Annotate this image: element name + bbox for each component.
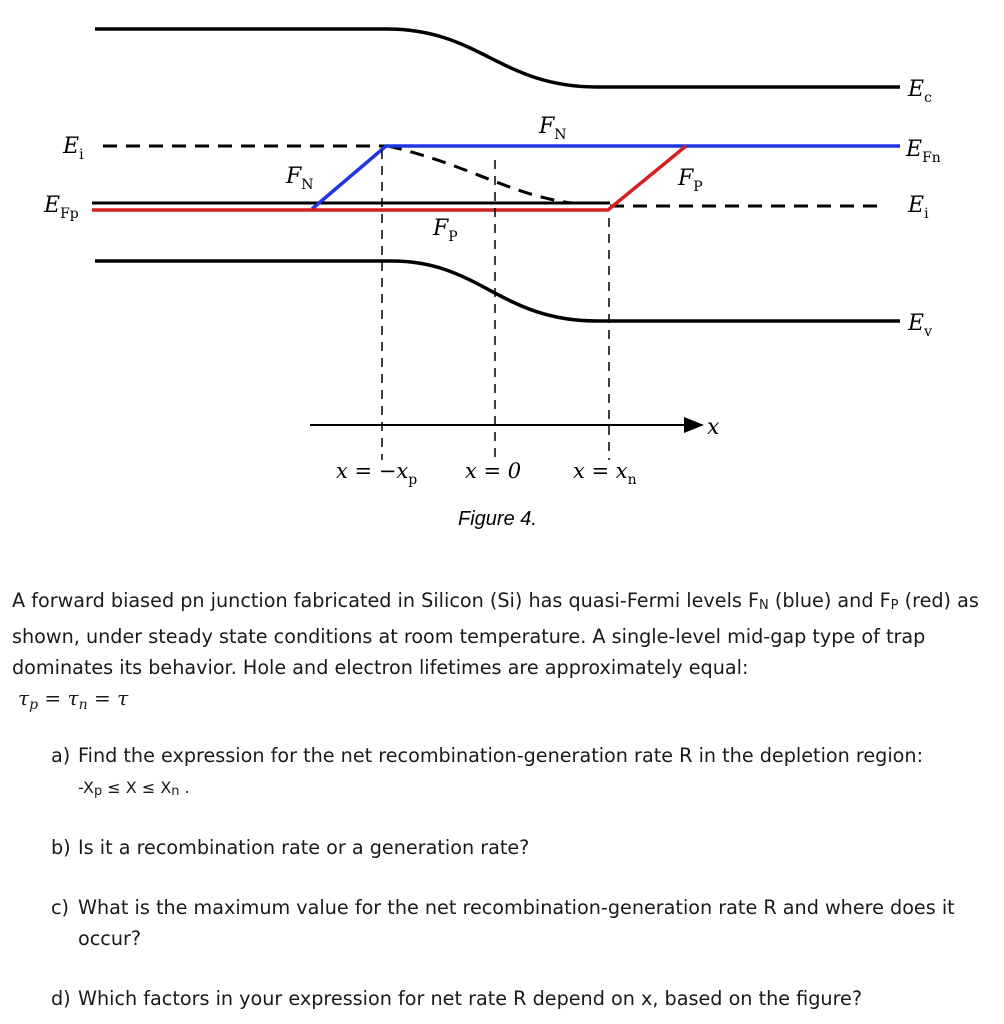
fn-top-label: $F_N$ [539,114,567,143]
conduction-band-ec [95,29,900,87]
x-xn-label: $x = x_n$ [573,459,637,488]
efn-label: $E_{Fn}$ [906,137,941,166]
x-axis-label: x [707,415,720,440]
x-zero-label: x = 0 [465,459,522,483]
lifetime-equation: $\tau_p = \tau_n = \tau$ [18,686,129,713]
question-c-text: What is the maximum value for the net recombination-generation rate R and where does it occur? [78,896,955,950]
fp-mid-label: $F_P$ [433,216,458,245]
quasi-fermi-fn-line [312,146,900,209]
x-neg-xp-label: $x = -x_p$ [336,459,418,488]
question-b-text: Is it a recombination rate or a generation rate? [78,836,530,859]
ei-left-label: $E_i$ [63,134,84,163]
question-b [51,832,993,863]
ei-right-label: $E_i$ [908,193,929,222]
problem-text [12,585,997,720]
question-d-text: Which factors in your expression for net rate R depend on x, based on the figure? [78,987,863,1010]
fn-left-label: $F_N$ [286,164,314,193]
figure-caption: Figure 4. [458,508,537,530]
question-a-label: a) [51,744,71,767]
question-a [51,740,993,807]
intrinsic-level-ei-curve [388,146,572,203]
question-a-text: Find the expression for the net recombination-generation rate R in the depletion region: [78,744,924,767]
question-a-range: -Xp ≤ X ≤ Xn . [78,778,190,799]
ec-label: $E_c$ [908,77,932,106]
ev-label: $E_v$ [908,311,932,340]
question-d-label: d) [51,987,71,1010]
fp-subscript: P [890,598,899,613]
valence-band-ev [95,261,900,321]
efp-left-label: $E_{Fp}$ [44,193,79,222]
question-c [51,892,993,954]
question-c-label: c) [51,896,70,919]
intro-mid-text: (blue) and F [768,589,891,612]
fp-right-label: $F_P$ [678,166,703,195]
fn-subscript: N [759,598,769,613]
intro-text: A forward biased pn junction fabricated in Silicon (Si) has quasi-Fermi levels F [12,589,760,612]
question-b-label: b) [51,836,71,859]
problem-intro [12,585,997,683]
intro-rest-text: (red) as shown, under steady state conditions at room temperature. A single-level mid-gap type of trap dominates its behavior. Hole and electron lifetimes are approximately equal: [12,589,979,679]
quasi-fermi-fp-line [92,146,686,210]
question-d [51,983,993,1014]
